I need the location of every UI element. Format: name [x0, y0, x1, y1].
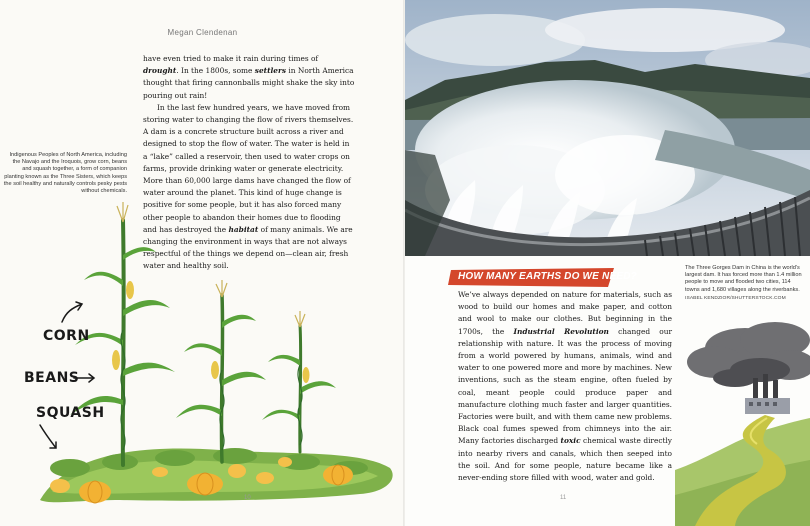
squash-label: SQUASH — [36, 405, 105, 421]
right-body-text — [458, 289, 672, 484]
term-industrial-revolution: Industrial Revolution — [513, 326, 609, 336]
factory-river-illustration — [675, 320, 810, 526]
term-habitat: habitat — [228, 224, 259, 234]
three-sisters-illustration — [0, 200, 405, 526]
term-settlers: settlers — [254, 66, 287, 76]
running-head: Megan Clendenan — [167, 28, 238, 37]
left-paragraph-2: In the last few hundred years, we have moved from storing water to changing the flow of rivers themselves. A dam is a concrete structure built across a river and designed to stop the flow of water. The water is held in a “lake” called a reservoir, then used to water crops on farms, provide drinking water or generate electricity. More than 60,000 large dams have changed the flow of water around the planet. This kind of huge change is positive for some people, but it has also forced many other people to abandon their homes due to flooding and has destroyed the habitat of many animals. We are changing the environment in ways that are not always respectful of the things we depend on—clean air, fresh water and healthy soil. — [143, 102, 354, 271]
left-paragraph-1: have even tried to make it rain during times of drought. In the 1800s, some settlers in North America thought that firing cannonballs might shake the sky into pouring out rain! — [143, 54, 355, 100]
right-paragraph: We’ve always depended on nature for materials, such as wood to build our homes and make paper, and cotton and wool to make our clothes. But beginning in the 1700s, the Industrial Revolution changed our relationship with nature. It was the process of moving from a world powered by humans, animals, wind and water to one powered more and more by machines. New inventions, such as the steam engine, often fueled by coal, meant people could produce paper and manufacture clothing much faster and larger quantities. Factories were built, and with them came new problems. Black coal fumes spewed from chimneys into the air. Many factories discharged toxic chemical waste directly into nearby rivers and canals, which then seeped into the soil. And for some people, nature became like a never-ending store filled with wood, water and gold. — [458, 290, 672, 483]
three-gorges-dam-photo — [405, 0, 810, 256]
term-drought: drought — [143, 66, 177, 76]
beans-label: BEANS — [24, 370, 80, 386]
right-page — [405, 0, 810, 526]
page-number-left: 10 — [244, 495, 251, 501]
squash-arrow-icon — [40, 425, 56, 448]
page-number-right: 11 — [560, 495, 567, 501]
dam-photo-caption — [685, 265, 803, 302]
corn-arrow-icon — [62, 302, 82, 322]
section-heading-banner — [448, 268, 637, 287]
photo-credit: ISABEL KENDZIOR/SHUTTERSTOCK.COM — [685, 295, 786, 301]
corn-stalks — [123, 220, 301, 465]
section-heading: HOW MANY EARTHS DO WE NEED? — [458, 271, 637, 282]
corn-label: CORN — [43, 328, 90, 344]
term-toxic: toxic — [560, 436, 581, 446]
dam-caption-text: The Three Gorges Dam in China is the world’s largest dam. It has forced more than 1.4 million people to move and flooded two cities, 114 towns and 1,680 villages along the riverbanks. — [685, 265, 802, 293]
three-sisters-caption: Indigenous Peoples of North America, including the Navajo and the Iroquois, grow corn, beans and squash together, a form of companion planting known as the Three Sisters, which keeps the soil healthy and naturally controls pesky pests without chemicals. — [3, 152, 127, 195]
